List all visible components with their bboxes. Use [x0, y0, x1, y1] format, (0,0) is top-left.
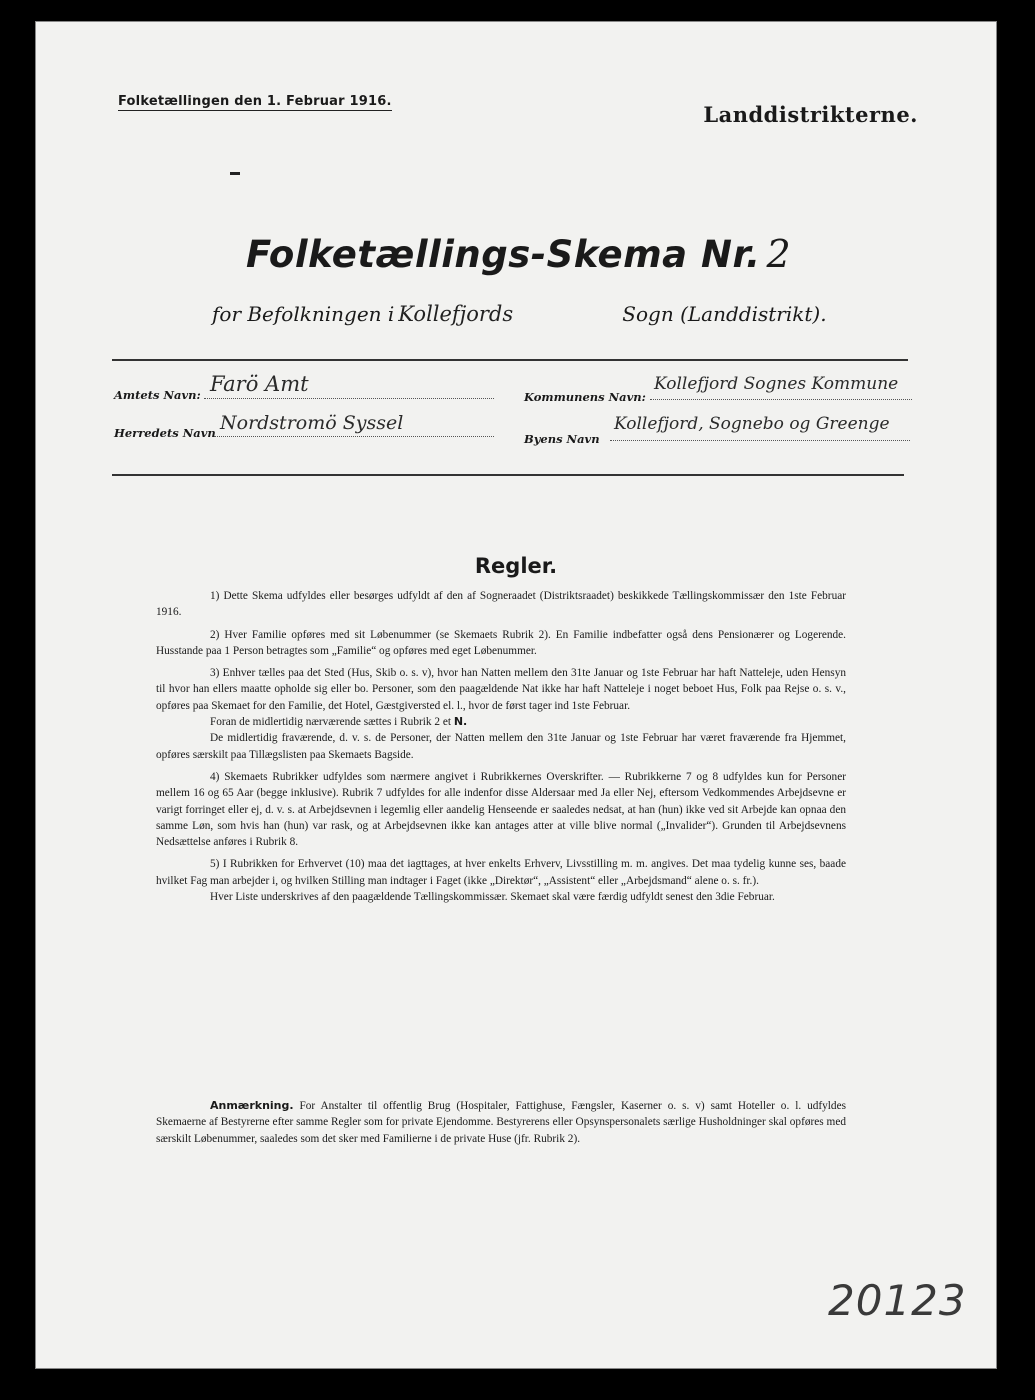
- herred-line: [214, 436, 494, 437]
- census-date-label: Folketællingen den 1. Februar 1916.: [118, 94, 392, 109]
- herred-value: Nordstromö Syssel: [220, 412, 404, 434]
- by-line: [610, 440, 910, 441]
- top-divider: [112, 359, 908, 361]
- district-type-label: Landdistrikterne.: [703, 102, 918, 127]
- amt-value: Farö Amt: [210, 372, 309, 396]
- form-number: 2: [766, 232, 792, 276]
- form-subtitle: [212, 302, 827, 326]
- subtitle-suffix: Sogn (Landdistrikt).: [622, 302, 827, 326]
- rule-2: 2) Hver Familie opføres med sit Løbenummer (se Skemaets Rubrik 2). En Familie indbefatter også dens Pensionærer og Logerende. Husstande paa 1 Person betragtes som „Familie“ og opføres med eget Løbenummer.: [156, 628, 846, 657]
- rule-3b: [156, 714, 846, 730]
- bottom-divider: [112, 474, 904, 476]
- form-title: [246, 232, 791, 276]
- rule-3b-mark: N.: [453, 715, 468, 729]
- census-form-page: [36, 22, 996, 1368]
- form-title-text: Folketællings-Skema Nr.: [246, 233, 761, 276]
- by-label: Byens Navn: [524, 432, 600, 446]
- note-section: [156, 1098, 846, 1147]
- rules-body: [156, 588, 846, 911]
- kommune-label: Kommunens Navn:: [524, 390, 646, 404]
- archive-number: 20123: [828, 1276, 967, 1325]
- amt-line: [204, 398, 494, 399]
- rule-3b-text: Foran de midlertidig nærværende sættes i Rubrik 2 et: [210, 716, 451, 729]
- dash-mark: [230, 172, 240, 175]
- rule-6: Hver Liste underskrives af den paagældende Tællingskommissær. Skemaet skal være færdig udfyldt senest den 3die Februar.: [210, 891, 775, 904]
- by-value: Kollefjord, Sognebo og Greenge: [614, 414, 890, 434]
- rule-4: 4) Skemaets Rubrikker udfyldes som nærmere angivet i Rubrikkernes Overskrifter. — Rubrikkerne 7 og 8 udfyldes kun for Personer mellem 16 og 65 Aar (begge inklusive). Rubrik 7 udfyldes for alle indenfor disse Aldersaar med Ja eller Nej, eftersom Vedkommendes Arbejdsevne er varigt forringet eller ej, d. v. s. at Arbejdsevnen i legemlig eller aandelig Henseende er saaledes nedsat, at han (hun) ikke ved sit Arbejde kan opnaa den samme Løn, som hvis han (hun) var rask, og at Arbejdsevnen ikke kan antages atter at ville blive normal („Invalider“). Grunden til Arbejdsevnens Nedsættelse anføres i Rubrik 8.: [156, 770, 846, 849]
- parish-name: Kollefjords: [398, 302, 514, 326]
- note-paragraph: [156, 1098, 846, 1147]
- rule-3: 3) Enhver tælles paa det Sted (Hus, Skib o. s. v), hvor han Natten mellem den 31te Januar og 1ste Februar har haft Natteleje, uden Hensyn til hvor han ellers maatte opholde sig eller bo. Personer, som den paagældende Nat ikke har haft Natteleje i noget beboet Hus, Folk paa Rejse o. s. v., opføres paa Skemaet for den Familie, det Hotel, Gæstgiversted el. l., hvor de først tager ind 1ste Februar.: [156, 667, 846, 712]
- kommune-line: [650, 399, 912, 400]
- rule-3c: De midlertidig fraværende, d. v. s. de Personer, der Natten mellem den 31te Januar og 1ste Februar har været fraværende fra Hjemmet, opføres særskilt paa Tillægslisten paa Skemaets Bagside.: [156, 732, 846, 761]
- note-label: Anmærkning.: [210, 1099, 294, 1112]
- note-text: For Anstalter til offentlig Brug (Hospitaler, Fattighuse, Fængsler, Kaserner o. s. v) samt Hoteller o. l. udfyldes Skemaerne af Bestyrerne efter samme Regler som for private Ejendomme. Bestyrerens eller Opsynspersonalets særlige Husholdninger skal opføres med særskilt Løbenummer, saaledes som det sker med Familierne i de private Huse (jfr. Rubrik 2).: [156, 1100, 846, 1145]
- kommune-value: Kollefjord Sognes Kommune: [654, 374, 899, 394]
- herred-label: Herredets Navn: [114, 426, 216, 440]
- rules-heading: Regler.: [474, 554, 558, 578]
- amt-label: Amtets Navn:: [114, 388, 201, 402]
- rule-5: 5) I Rubrikken for Erhvervet (10) maa det iagttages, at hver enkelts Erhverv, Livsstilling m. m. angives. Det maa tydelig kunne ses, baade hvilket Fag man arbejder i, og hvilken Stilling man indtager i Faget (ikke „Direktør“, „Assistent“ eller „Arbejdsmand“ alene o. s. fr.).: [156, 858, 846, 887]
- rule-1: 1) Dette Skema udfyldes eller besørges udfyldt af den af Sogneraadet (Distriktsraadet) beskikkede Tællingskommissær den 1ste Februar 1916.: [156, 590, 846, 619]
- subtitle-prefix: for Befolkningen i: [212, 302, 395, 326]
